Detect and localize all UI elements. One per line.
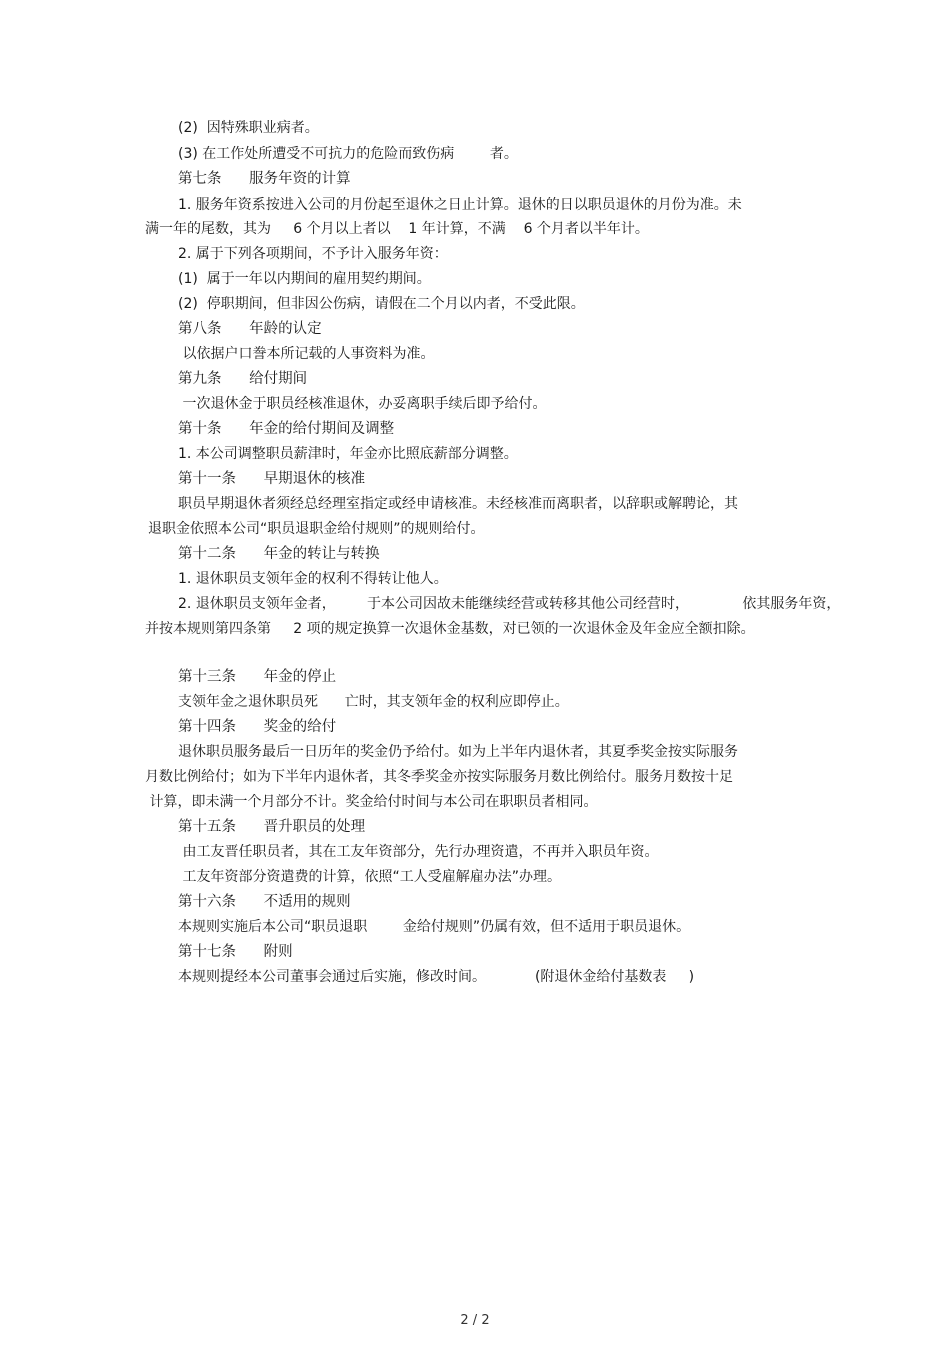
article-heading: 第十一条 早期退休的核准 <box>178 471 366 487</box>
clause-line: 本规则实施后本公司“职员退职 金给付规则”仍属有效，但不适用于职员退休。 <box>178 919 691 935</box>
clause-line: (3) 在工作处所遭受不可抗力的危险而致伤病 者。 <box>178 146 518 162</box>
clause-line: 工友年资部分资遣费的计算，依照“工人受雇解雇办法”办理。 <box>178 869 561 885</box>
article-heading: 第八条 年龄的认定 <box>178 321 322 337</box>
clause-line: 并按本规则第四条第 2 项的规定换算一次退休金基数，对已领的一次退休金及年金应全额扣除。 <box>145 621 755 637</box>
article-heading: 第十二条 年金的转让与转换 <box>178 546 380 562</box>
clause-line: 本规则提经本公司董事会通过后实施，修改时间。 (附退休金给付基数表 ) <box>178 969 695 985</box>
clause-line: 职员早期退休者须经总经理室指定或经申请核准。未经核准而离职者，以辞职或解聘论，其 <box>178 496 738 512</box>
article-heading: 第九条 给付期间 <box>178 371 308 387</box>
article-heading: 第十五条 晋升职员的处理 <box>178 819 366 835</box>
clause-line: (2) 因特殊职业病者。 <box>178 120 319 136</box>
clause-line: 计算，即未满一个月部分不计。奖金给付时间与本公司在职职员者相同。 <box>145 794 598 810</box>
article-heading: 第十三条 年金的停止 <box>178 669 337 685</box>
article-heading: 第十六条 不适用的规则 <box>178 894 351 910</box>
clause-line: 满一年的尾数，其为 6 个月以上者以 1 年计算，不满 6 个月者以半年计。 <box>145 221 649 237</box>
clause-line: 月数比例给付；如为下半年内退休者，其冬季奖金亦按实际服务月数比例给付。服务月数按十足 <box>145 769 733 785</box>
page-number: 2 / 2 <box>460 1313 490 1328</box>
clause-line: (1) 属于一年以内期间的雇用契约期间。 <box>178 271 431 287</box>
article-heading: 第十四条 奖金的给付 <box>178 719 337 735</box>
article-heading: 第十条 年金的给付期间及调整 <box>178 421 395 437</box>
clause-line: 退休职员服务最后一日历年的奖金仍予给付。如为上半年内退休者，其夏季奖金按实际服务 <box>178 744 738 760</box>
article-heading: 第十七条 附则 <box>178 944 293 960</box>
clause-line: 1. 退休职员支领年金的权利不得转让他人。 <box>178 571 448 587</box>
clause-line: 一次退休金于职员经核准退休，办妥离职手续后即予给付。 <box>178 396 547 412</box>
clause-line: 支领年金之退休职员死 亡时，其支领年金的权利应即停止。 <box>178 694 569 710</box>
clause-line: 1. 服务年资系按进入公司的月份起至退休之日止计算。退休的日以职员退休的月份为准。未 <box>178 197 742 213</box>
clause-line: 2. 属于下列各项期间，不予计入服务年资： <box>178 246 448 262</box>
clause-line: 1. 本公司调整职员薪津时，年金亦比照底薪部分调整。 <box>178 446 518 462</box>
clause-line: 退职金依照本公司“职员退职金给付规则”的规则给付。 <box>148 521 485 537</box>
clause-line: 以依据户口誊本所记载的人事资料为准。 <box>178 346 435 362</box>
clause-line: (2) 停职期间，但非因公伤病，请假在二个月以内者，不受此限。 <box>178 296 585 312</box>
clause-line: 2. 退休职员支领年金者， 于本公司因故未能继续经营或转移其他公司经营时， 依其服务年资， <box>178 596 841 612</box>
article-heading: 第七条 服务年资的计算 <box>178 171 351 187</box>
clause-line: 由工友晋任职员者，其在工友年资部分，先行办理资遣，不再并入职员年资。 <box>178 844 659 860</box>
